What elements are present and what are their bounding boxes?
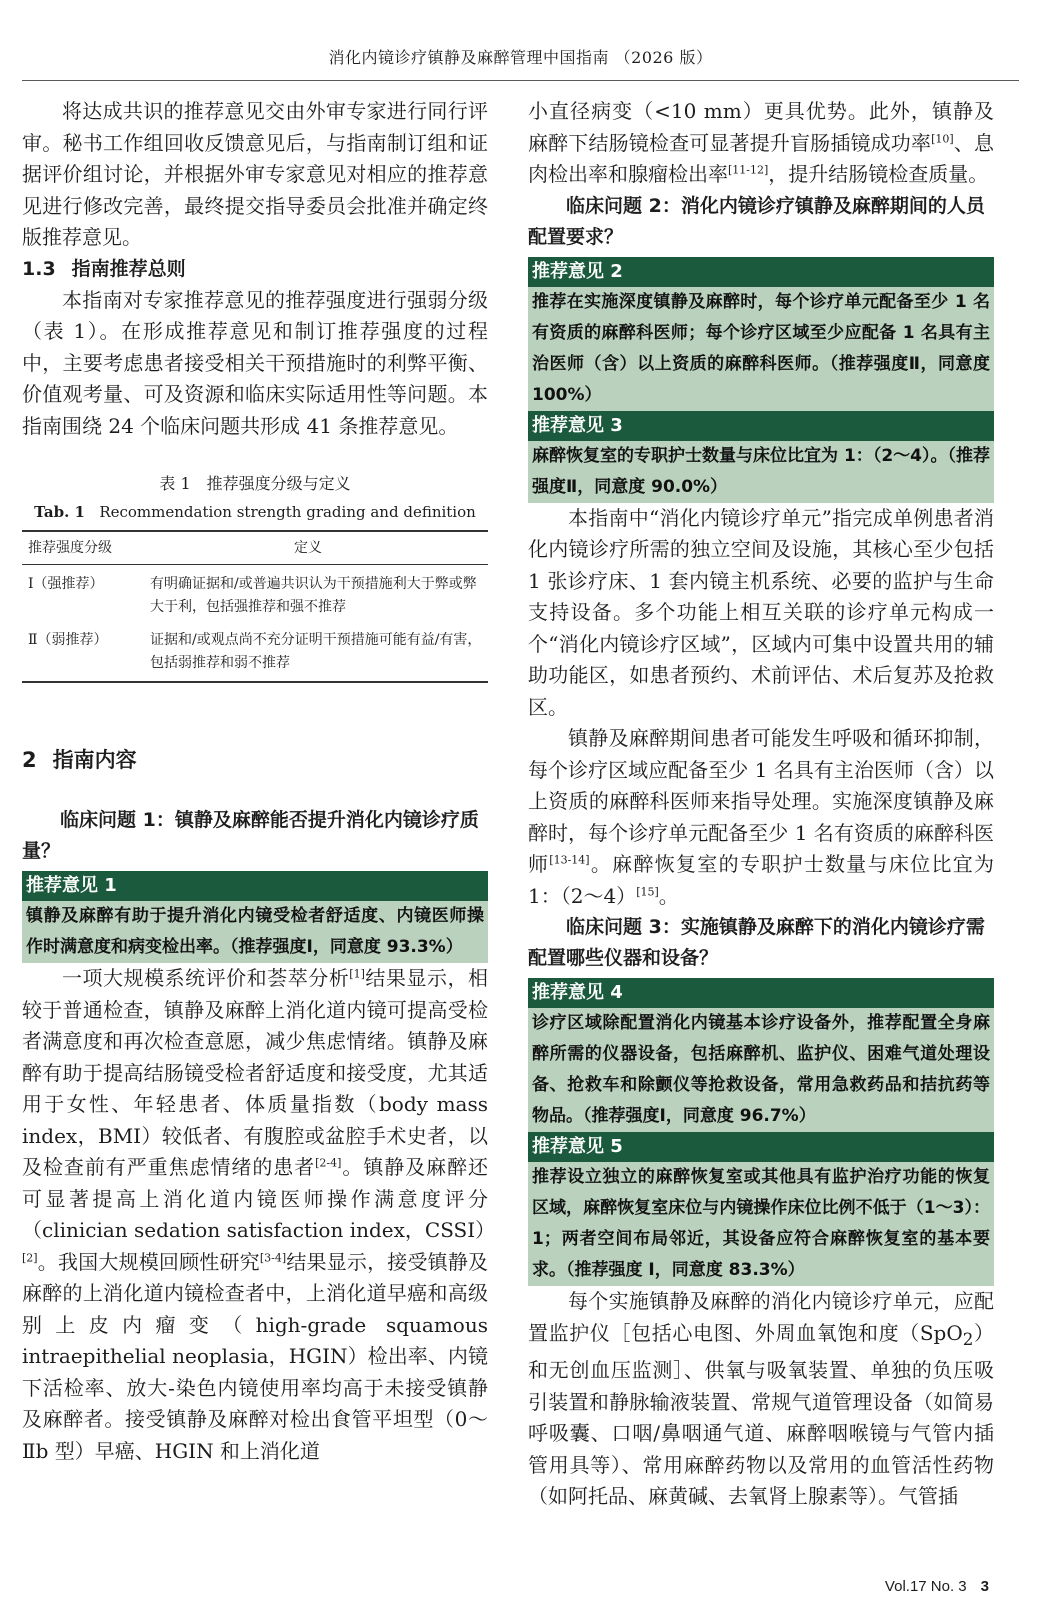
recommendation-heading: 推荐意见 2 xyxy=(528,257,994,287)
table-caption-en-prefix: Tab. 1 xyxy=(34,503,85,521)
right-column xyxy=(528,96,994,1513)
page-number: 3 xyxy=(980,1578,989,1595)
recommendation-heading: 推荐意见 1 xyxy=(22,871,488,901)
recommendation-heading: 推荐意见 4 xyxy=(528,978,994,1008)
recommendation-heading: 推荐意见 3 xyxy=(528,411,994,441)
recommendation-box-4 xyxy=(528,978,994,1132)
recommendation-box-2 xyxy=(528,257,994,411)
citation: [1] xyxy=(349,967,365,981)
clinical-question-2: 临床问题 2：消化内镜诊疗镇静及麻醉期间的人员配置要求？ xyxy=(528,194,985,248)
section-number: 1.3 xyxy=(22,257,56,280)
section-heading-1-3 xyxy=(22,254,488,285)
citation: [15] xyxy=(636,884,659,898)
running-header-title: 消化内镜诊疗镇静及麻醉管理中国指南 （2026 版） xyxy=(328,48,713,67)
citation: [13-14] xyxy=(549,853,590,867)
table-header-row xyxy=(22,531,488,565)
table-1 xyxy=(22,470,488,683)
clinical-question-1: 临床问题 1：镇静及麻醉能否提升消化内镜诊疗质量？ xyxy=(22,809,479,862)
paragraph: 小直径病变（<10 mm）更具优势。此外，镇静及麻醉下结肠镜检查可显著提升盲肠插镜成功率[10]、息肉检出率和腺瘤检出率[11-12]，提升结肠镜检查质量。 xyxy=(528,99,995,186)
table-cell: Ⅰ（强推荐） xyxy=(28,576,104,592)
table-cell: 证据和/或观点尚不充分证明干预措施可能有益/有害，包括弱推荐和弱不推荐 xyxy=(144,621,488,682)
recommendation-box-3 xyxy=(528,411,994,503)
recommendation-strength-table xyxy=(22,530,488,683)
citation: [11-12] xyxy=(728,163,769,177)
paragraph: 本指南中“消化内镜诊疗单元”指完成单例患者消化内镜诊疗所需的独立空间及设施，其核心至少包括 1 张诊疗床、1 套内镜主机系统、必要的监护与生命支持设备。多个功能上相互关联的诊疗单元构成一个“消化内镜诊疗区域”，区域内可集中设置共用的辅助功能区，如患者预约、术前评估、术后复苏及抢救区。 xyxy=(528,505,994,719)
table-caption-zh: 表 1 推荐强度分级与定义 xyxy=(159,474,351,493)
page-footer xyxy=(885,1578,989,1595)
recommendation-box-5 xyxy=(528,1132,994,1286)
left-column xyxy=(22,96,496,1467)
recommendation-text: 推荐在实施深度镇静及麻醉时，每个诊疗单元配备至少 1 名有资质的麻醉科医师；每个诊疗区域至少应配备 1 名具有主治医师（含）以上资质的麻醉科医师。（推荐强度Ⅱ，同意度 100%） xyxy=(528,287,994,411)
paragraph: 本指南对专家推荐意见的推荐强度进行强弱分级（表 1）。在形成推荐意见和制订推荐强度的过程中，主要考虑患者接受相关干预措施时的利弊平衡、价值观考量、可及资源和临床实际适用性等问题。本指南围绕 24 个临床问题共形成 41 条推荐意见。 xyxy=(22,287,488,438)
clinical-question-3: 临床问题 3：实施镇静及麻醉下的消化内镜诊疗需配置哪些仪器和设备？ xyxy=(528,916,985,969)
citation: [3-4] xyxy=(259,1250,287,1264)
volume-info: Vol.17 No. 3 xyxy=(884,1578,967,1595)
recommendation-text: 麻醉恢复室的专职护士数量与床位比宜为 1：（2～4）。（推荐强度Ⅱ，同意度 90.0%） xyxy=(528,441,994,503)
subscript: 2 xyxy=(962,1329,974,1349)
table-cell: 有明确证据和/或普遍共识认为干预措施利大于弊或弊大于利，包括强推荐和强不推荐 xyxy=(150,576,477,615)
section-title: 指南推荐总则 xyxy=(71,257,186,280)
table-cell: Ⅱ（弱推荐） xyxy=(22,621,144,682)
paragraph: 一项大规模系统评价和荟萃分析[1]结果显示，相较于普通检查，镇静及麻醉上消化道内镜可提高受检者满意度和再次检查意愿，减少焦虑情绪。镇静及麻醉有助于提高结肠镜受检者舒适度和接受度，尤其适用于女性、年轻患者、体质量指数（body mass index，BMI）较低者、有腹腔或盆腔手术史者，以及检查前有严重焦虑情绪的患者[2-4]。镇静及麻醉还可显著提高上消化道内镜医师操作满意度评分（clinician sedation satisfaction index，CSSI）[2]。我国大规模回顾性研究[3-4]结果显示，接受镇静及麻醉的上消化道内镜检查者中，上消化道早癌和高级别上皮内瘤变（high-grade squamous intraepithelial neoplasia，HGIN）检出率、内镜下活检率、放大-染色内镜使用率均高于未接受镇静及麻醉者。接受镇静及麻醉对检出食管平坦型（0～Ⅱb 型）早癌、HGIN 和上消化道 xyxy=(22,966,496,1463)
recommendation-text: 镇静及麻醉有助于提升消化内镜受检者舒适度、内镜医师操作时满意度和病变检出率。（推荐强度Ⅰ，同意度 93.3%） xyxy=(22,901,488,963)
paragraph: 每个实施镇静及麻醉的消化内镜诊疗单元，应配置监护仪［包括心电图、外周血氧饱和度（SpO$_2$）和无创血压监测］、供氧与吸氧装置、单独的负压吸引装置和静脉输液装置、常规气道管理设备（如简易呼吸囊、口咽/鼻咽通气道、麻醉咽喉镜与气管内插管用具等）、常用麻醉药物以及常用的血管活性药物（如阿托品、麻黄碱、去氧肾上腺素等）。气管插 xyxy=(528,1289,994,1508)
table-row xyxy=(22,621,488,682)
recommendation-heading: 推荐意见 5 xyxy=(528,1132,994,1162)
recommendation-box-1 xyxy=(22,871,488,963)
citation: [10] xyxy=(931,131,954,145)
recommendation-text: 诊疗区域除配置消化内镜基本诊疗设备外，推荐配置全身麻醉所需的仪器设备，包括麻醉机、监护仪、困难气道处理设备、抢救车和除颤仪等抢救设备，常用急救药品和拮抗药等物品。（推荐强度Ⅰ，同意度 96.7%） xyxy=(528,1008,994,1132)
section-title: 指南内容 xyxy=(52,748,137,772)
paragraph: 将达成共识的推荐意见交由外审专家进行同行评审。秘书工作组回收反馈意见后，与指南制订组和证据评价组讨论，并根据外审专家意见对相应的推荐意见进行修改完善，最终提交指导委员会批准并确定终版推荐意见。 xyxy=(22,99,488,249)
table-row xyxy=(22,565,488,622)
table-header-cell: 定义 xyxy=(144,531,488,565)
citation: [2] xyxy=(22,1250,38,1264)
paragraph: 镇静及麻醉期间患者可能发生呼吸和循环抑制，每个诊疗区域应配备至少 1 名具有主治医师（含）以上资质的麻醉科医师来指导处理。实施深度镇静及麻醉时，每个诊疗单元配备至少 1 名有资质的麻醉科医师[13-14]。麻醉恢复室的专职护士数量与床位比宜为 1：（2～4）[15]。 xyxy=(528,726,995,908)
table-caption-en xyxy=(22,498,488,526)
section-heading-2 xyxy=(22,745,488,775)
section-number: 2 xyxy=(22,748,37,772)
running-header xyxy=(22,40,1019,81)
recommendation-text: 推荐设立独立的麻醉恢复室或其他具有监护治疗功能的恢复区域，麻醉恢复室床位与内镜操作床位比例不低于（1～3）：1；两者空间布局邻近，其设备应符合麻醉恢复室的基本要求。（推荐强度 Ⅰ，同意度 83.3%） xyxy=(528,1162,994,1286)
table-header-cell: 推荐强度分级 xyxy=(22,531,144,565)
table-caption-en-text: Recommendation strength grading and definition xyxy=(99,503,476,521)
citation: [2-4] xyxy=(315,1156,342,1170)
